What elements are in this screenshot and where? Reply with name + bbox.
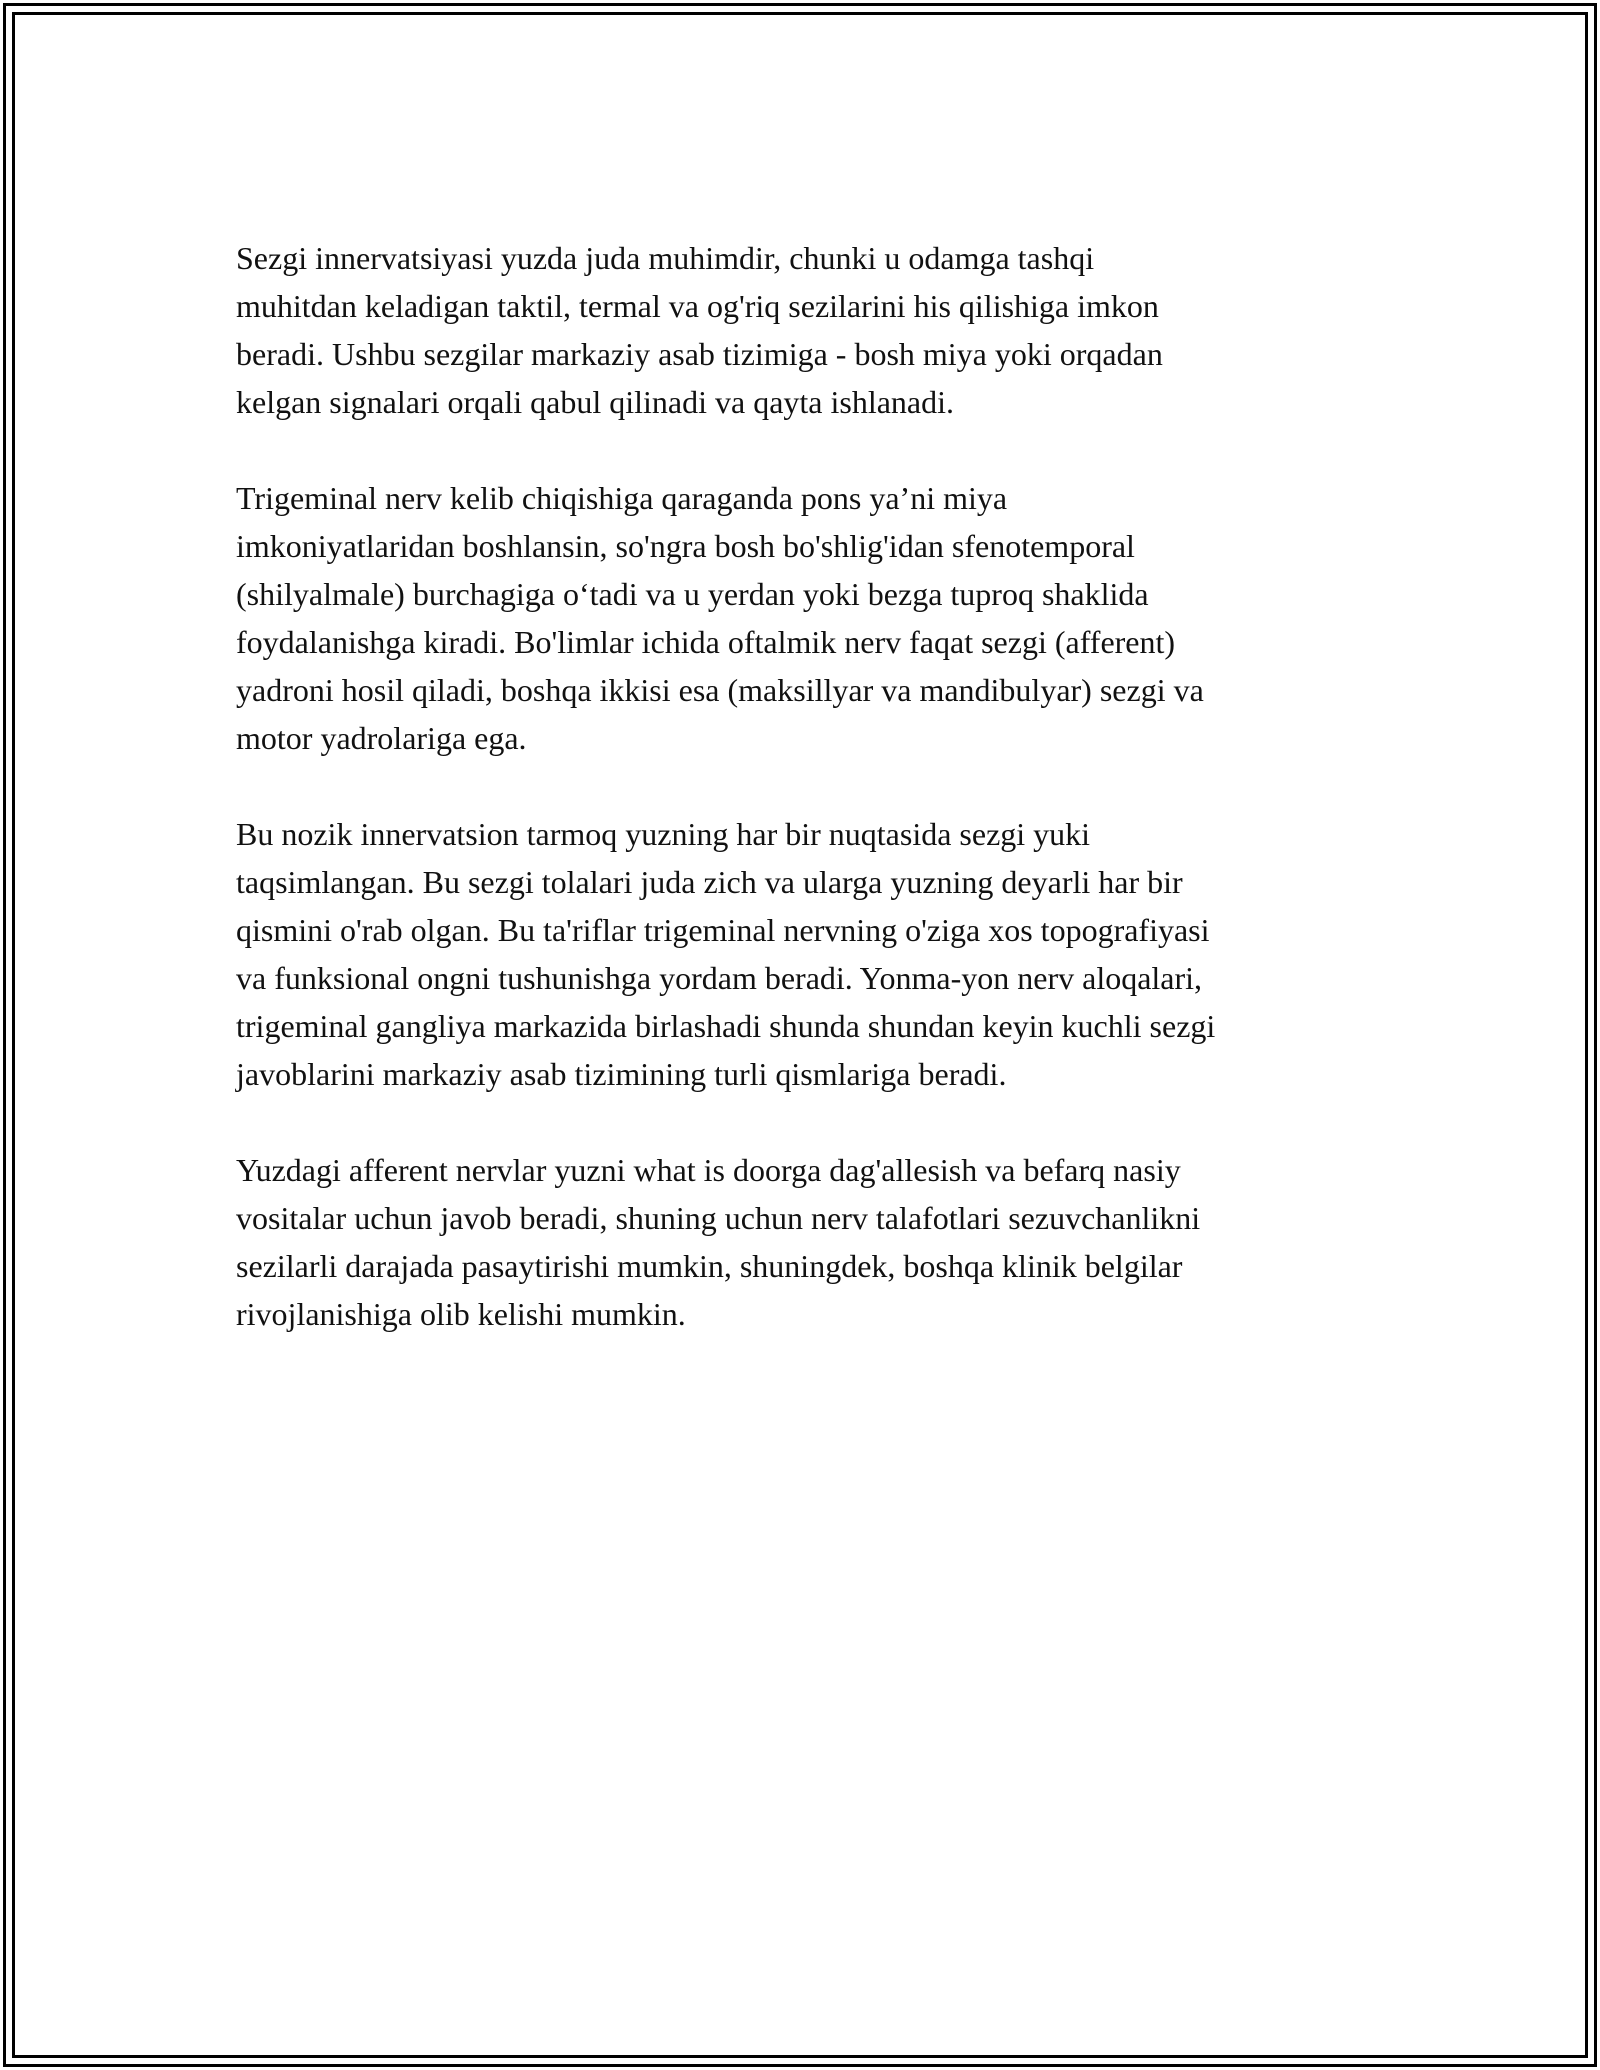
- text-line: foydalanishga kiradi. Bo'limlar ichida oftalmik nerv faqat sezgi (afferent): [236, 624, 1176, 660]
- text-line: imkoniyatlaridan boshlansin, so'ngra bosh bo'shlig'idan sfenotemporal: [236, 528, 1135, 564]
- text-line: taqsimlangan. Bu sezgi tolalari juda zich va ularga yuzning deyarli har bir: [236, 864, 1183, 900]
- text-line: Trigeminal nerv kelib chiqishiga qaraganda pons ya’ni miya: [236, 480, 1008, 516]
- text-line: yadroni hosil qiladi, boshqa ikkisi esa (maksillyar va mandibulyar) sezgi va: [236, 672, 1204, 708]
- text-line: kelgan signalari orqali qabul qilinadi va qayta ishlanadi.: [236, 384, 955, 420]
- paragraph-1: [236, 234, 1366, 426]
- text-line: beradi. Ushbu sezgilar markaziy asab tizimiga - bosh miya yoki orqadan: [236, 336, 1163, 372]
- paragraph-4: [236, 1146, 1366, 1338]
- text-line: javoblarini markaziy asab tizimining turli qismlariga beradi.: [236, 1056, 1007, 1092]
- text-line: Bu nozik innervatsion tarmoq yuzning har bir nuqtasida sezgi yuki: [236, 816, 1091, 852]
- paragraph-2: [236, 474, 1366, 762]
- text-line: (shilyalmale) burchagiga o‘tadi va u yerdan yoki bezga tuproq shaklida: [236, 576, 1149, 612]
- text-line: motor yadrolariga ega.: [236, 720, 527, 756]
- text-line: Sezgi innervatsiyasi yuzda juda muhimdir, chunki u odamga tashqi: [236, 240, 1095, 276]
- text-line: va funksional ongni tushunishga yordam beradi. Yonma-yon nerv aloqalari,: [236, 960, 1203, 996]
- text-line: trigeminal gangliya markazida birlashadi shunda shundan keyin kuchli sezgi: [236, 1008, 1216, 1044]
- text-line: sezilarli darajada pasaytirishi mumkin, shuningdek, boshqa klinik belgilar: [236, 1248, 1183, 1284]
- paragraph-3: [236, 810, 1366, 1098]
- text-line: vositalar uchun javob beradi, shuning uchun nerv talafotlari sezuvchanlikni: [236, 1200, 1201, 1236]
- text-line: Yuzdagi afferent nervlar yuzni what is doorga dag'allesish va befarq nasiy: [236, 1152, 1181, 1188]
- text-line: rivojlanishiga olib kelishi mumkin.: [236, 1296, 686, 1332]
- document-body: [236, 234, 1366, 1386]
- text-line: muhitdan keladigan taktil, termal va og'riq sezilarini his qilishiga imkon: [236, 288, 1159, 324]
- text-line: qismini o'rab olgan. Bu ta'riflar trigeminal nervning o'ziga xos topografiyasi: [236, 912, 1210, 948]
